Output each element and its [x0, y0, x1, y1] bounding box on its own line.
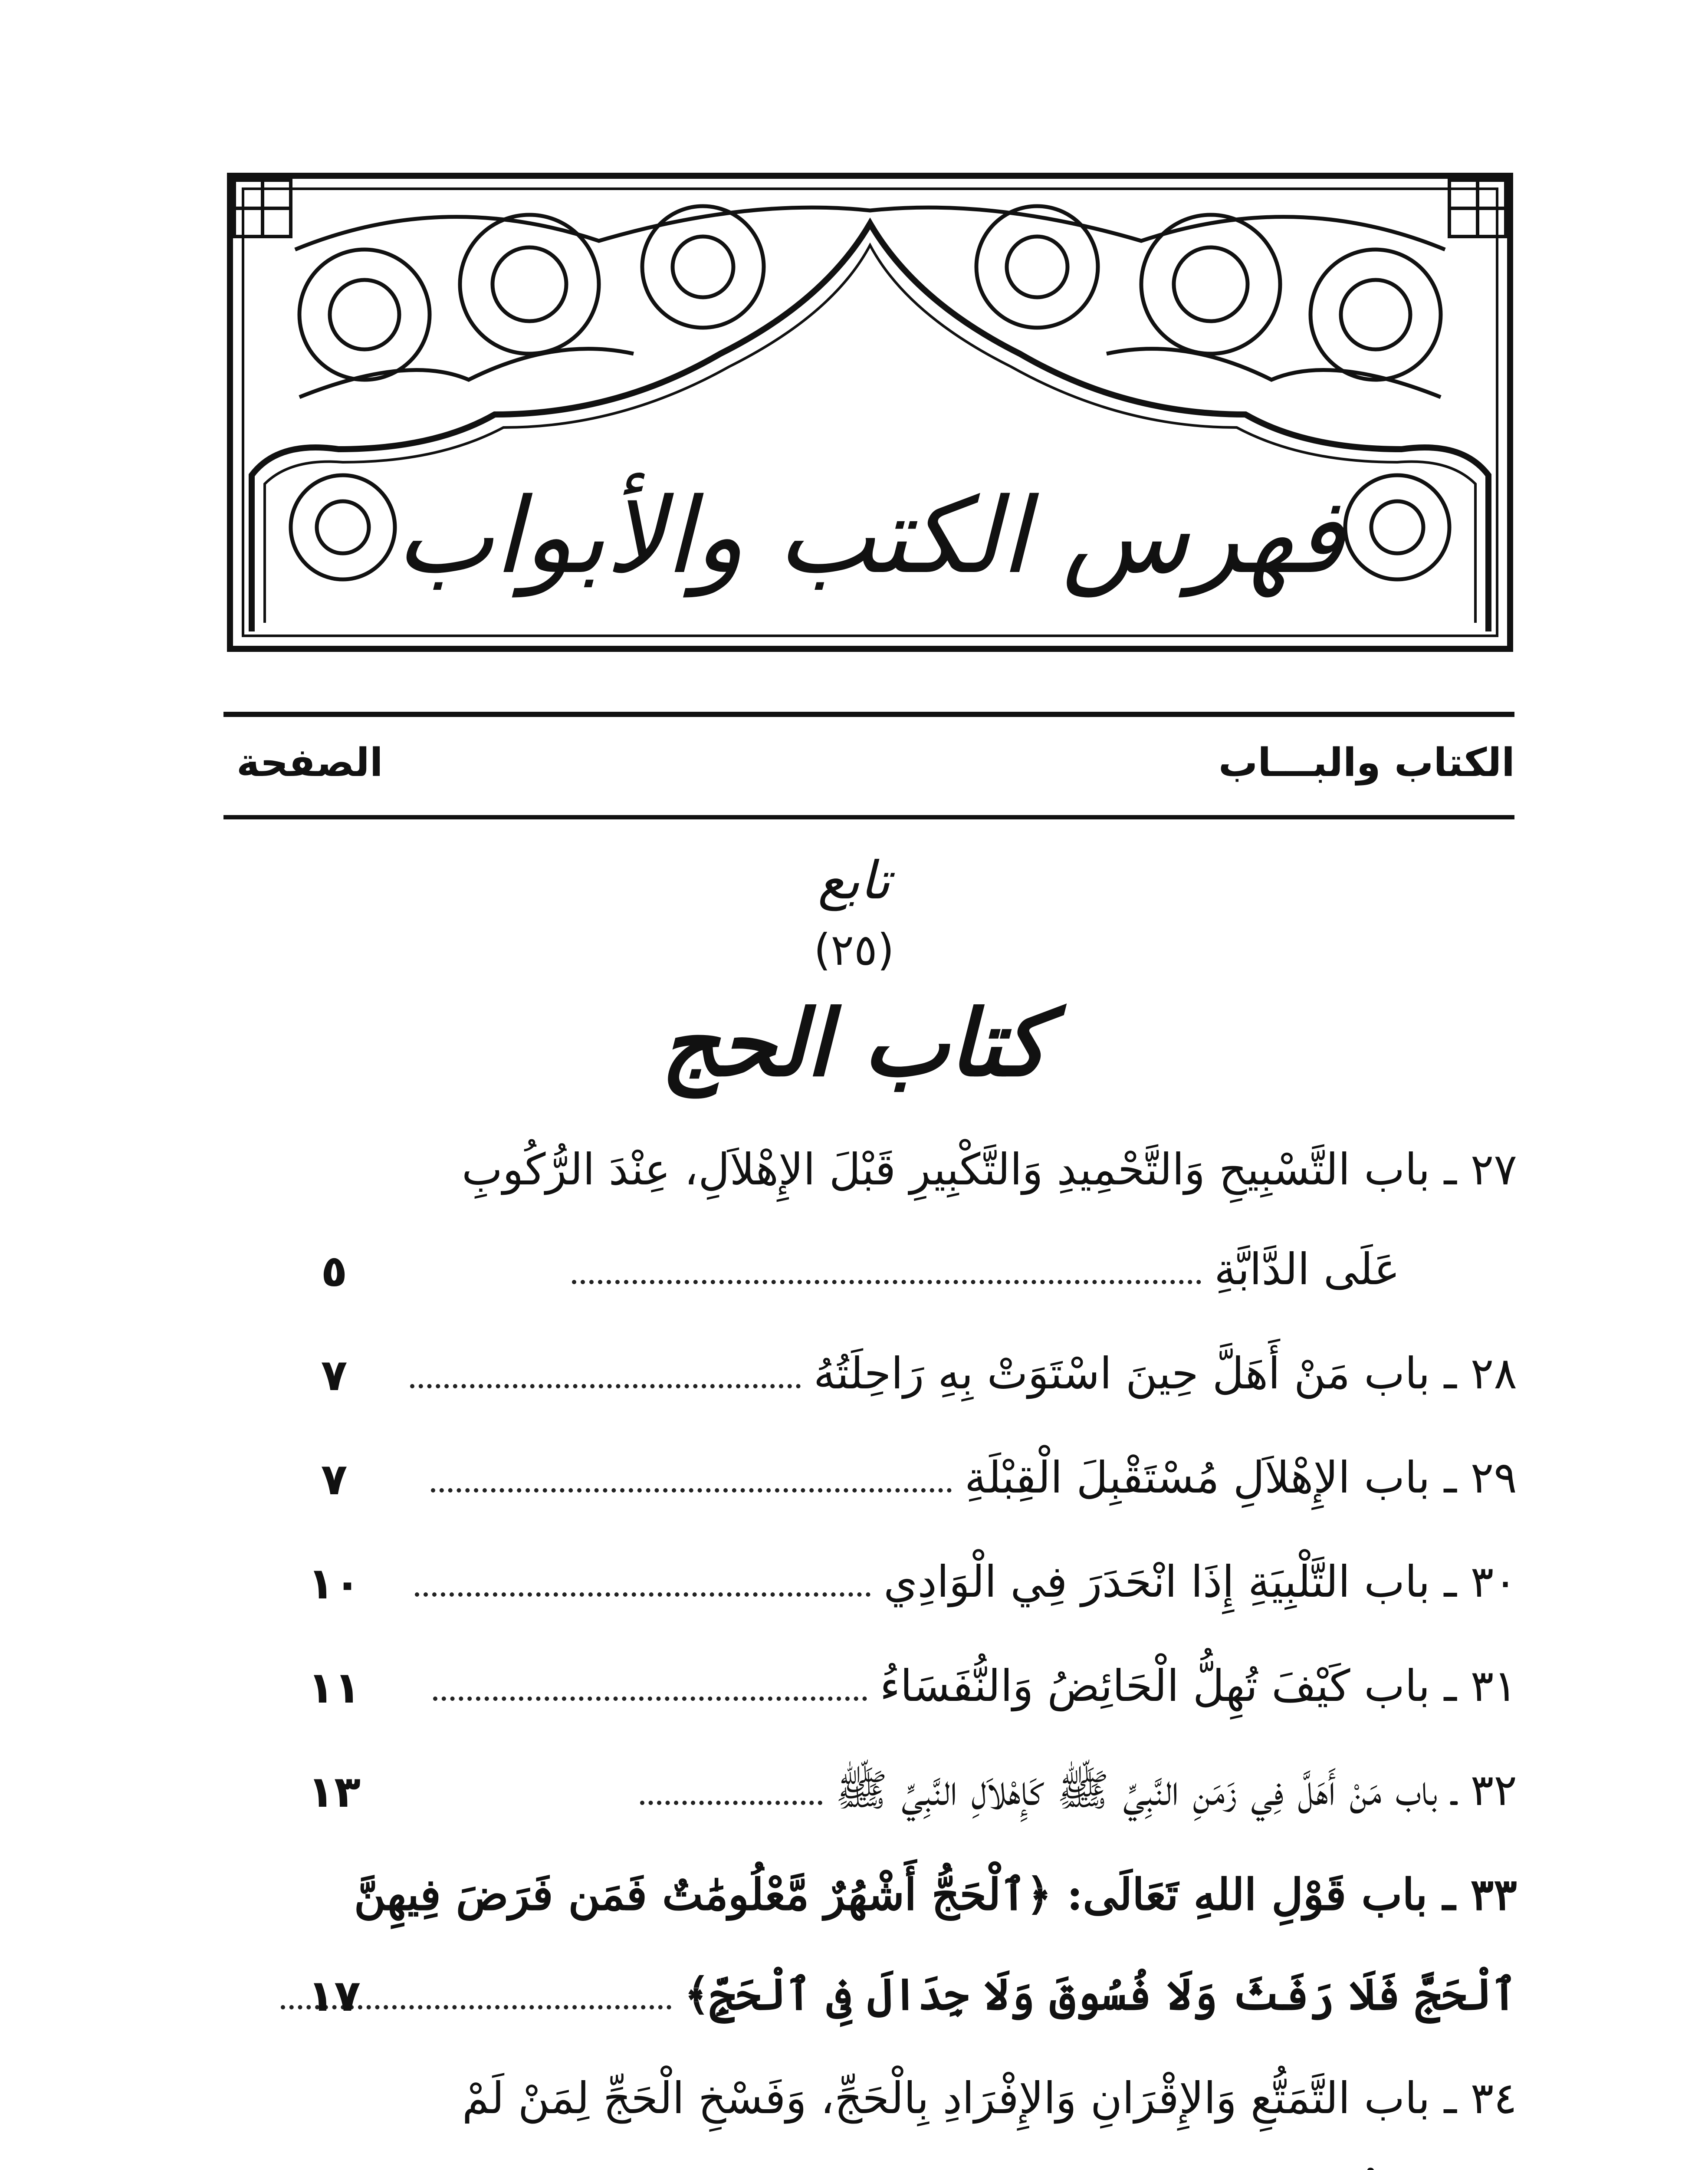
toc-entry: [215, 1441, 1517, 1541]
entry-text: ٢٩ ـ باب الإِهْلاَلِ مُسْتَقْبِلَ الْقِبْلَةِ: [215, 1441, 1517, 1541]
header-rule-top: [223, 712, 1514, 717]
continuation-label: تابع: [818, 851, 890, 911]
entry-page-number: ٧: [321, 1454, 348, 1505]
dot-leader: [431, 1488, 952, 1493]
entry-text: ٣٢ ـ باب مَنْ أَهَلَّ فِي زَمَنِ النَّبِيِّ ﷺ كَإِهْلاَلِ النَّبِيِّ ﷺ: [215, 1753, 1517, 1853]
entry-text-continued: عَلَى الدَّابَّةِ: [215, 1233, 1517, 1332]
entry-page-number: ١١: [307, 1662, 361, 1713]
toc-entry: [215, 1649, 1517, 1749]
entry-text: ٣٠ ـ باب التَّلْبِيَةِ إِذَا انْحَدَرَ فِي الْوَادِي: [215, 1545, 1517, 1645]
entry-page-number: ٥: [321, 1246, 348, 1296]
toc-entry: [215, 1337, 1517, 1437]
entry-text: ٣٤ ـ باب التَّمَتُّعِ وَالإِقْرَانِ وَالإِفْرَادِ بِالْحَجِّ، وَفَسْخِ الْحَجِّ لِمَنْ لَمْ: [462, 2073, 1517, 2124]
index-title: فهرس الكتب والأبواب: [395, 475, 1345, 597]
header-rule-bottom: [223, 815, 1514, 819]
entry-page-number: ١٧: [307, 1970, 361, 2021]
entry-page-number: ١٣: [307, 1766, 361, 1817]
dot-leader: [415, 1592, 870, 1597]
entry-text: ٢٨ ـ باب مَنْ أَهَلَّ حِينَ اسْتَوَتْ بِهِ رَاحِلَتُهُ: [215, 1337, 1517, 1437]
toc-entry: [215, 1753, 1517, 1853]
toc-entry: [215, 1133, 1517, 1332]
entry-page-number: ١٠: [307, 1558, 361, 1609]
entry-text-continued: [215, 2161, 1517, 2170]
entry-text: ٢٧ ـ باب التَّسْبِيحِ وَالتَّحْمِيدِ وَالتَّكْبِيرِ قَبْلَ الإِهْلاَلِ، عِنْدَ الرُّكُوبِ: [461, 1144, 1517, 1195]
section-title: كتاب الحج: [660, 990, 1048, 1097]
toc-entry: [215, 1545, 1517, 1645]
entry-text-continued: ٱلْحَجَّ فَلَا رَفَثَ وَلَا فُسُوقَ وَلَا جِدَالَ فِى ٱلْحَجِّ﴾: [215, 1957, 1517, 2057]
entry-text: ٣٣ ـ باب قَوْلِ اللهِ تَعَالَى: ﴿ٱلْحَجُّ أَشْهُرٌ مَّعْلُومَٰتٌ فَمَن فَرَضَ فِيهِنَّ: [354, 1869, 1517, 1920]
header-ornament-frame: [226, 171, 1514, 653]
section-number: (٢٥): [814, 924, 894, 975]
dot-leader: [410, 1384, 801, 1388]
toc-entry: [215, 2062, 1517, 2170]
entry-text: ٣١ ـ باب كَيْفَ تُهِلُّ الْحَائِضُ وَالنُّفَسَاءُ: [215, 1649, 1517, 1749]
dot-leader: [572, 1280, 1201, 1284]
dot-leader: [433, 1697, 867, 1701]
dot-leader: [640, 1801, 822, 1805]
toc-entry: [215, 1858, 1517, 2057]
column-header-chapter: الكتاب والبـــاب: [1218, 740, 1515, 786]
column-header-page: الصفحة: [236, 740, 383, 786]
entry-page-number: ٧: [321, 1350, 348, 1401]
